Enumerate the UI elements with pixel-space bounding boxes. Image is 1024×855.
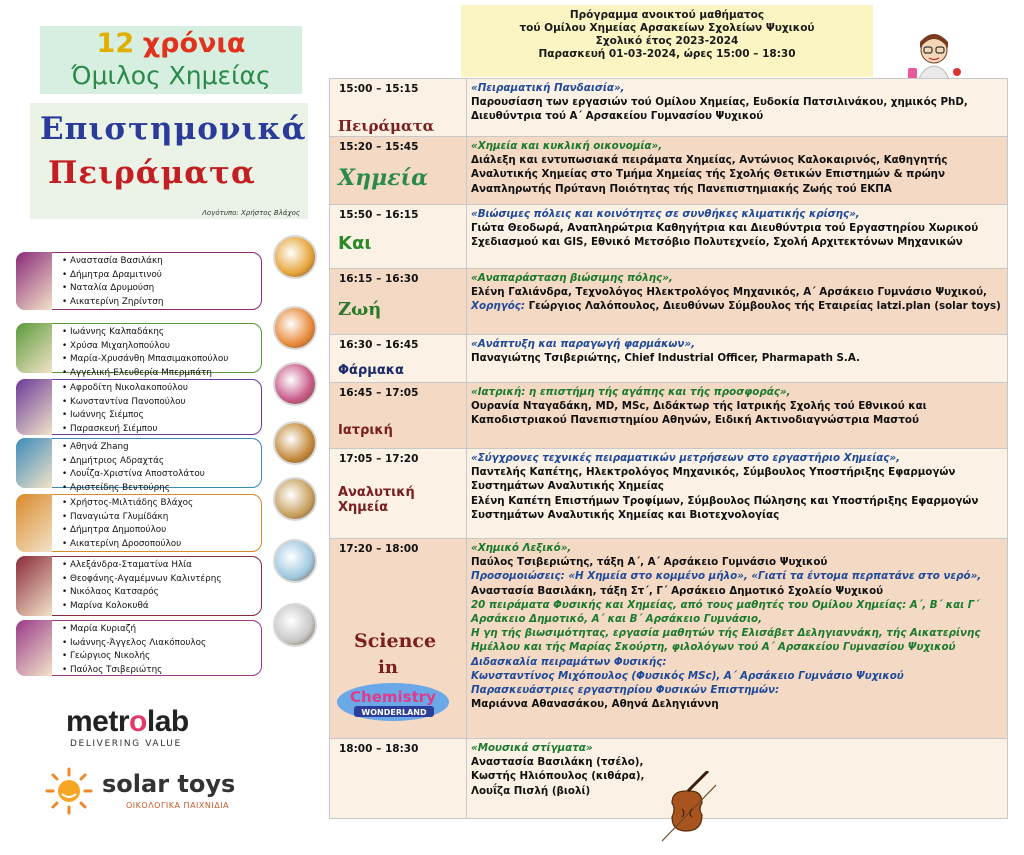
team-box [16, 620, 262, 676]
schedule-row [330, 79, 1008, 137]
team-member: • Μαρία Κυριαζή [62, 623, 261, 637]
description-line: Μαριάννα Αθανασάκου, Αθηνά Δεληγιάννη [471, 698, 719, 711]
team-member: • Ιωάννης-Άγγελος Λιακόπουλος [62, 637, 261, 651]
experiment-photo-icon [273, 362, 317, 406]
banner-line: Σχολικό έτος 2023-2024 [595, 35, 739, 47]
team-member: • Παναγιώτα Γλυμίδάκη [62, 511, 261, 525]
team-member: • Θεοφάνης-Αγαμέμνων Καλιντέρης [62, 573, 261, 587]
team-member: • Παρασκευή Σιέμπου [62, 423, 261, 437]
description-line: Χορηγός: Γεώργιος Λαλόπουλος, Διευθύνων Σύμβουλος τής Εταιρείας latzi.plan (solar toys) [471, 300, 1001, 313]
description-line: Παναγιώτης Τσιβεριώτης, Chief Industrial Officer, Pharmapath S.A. [471, 352, 860, 365]
in-text: in [378, 657, 398, 678]
team-member: • Δημήτριος Αδραχτάς [62, 455, 261, 469]
banner-line: Παρασκευή 01-03-2024, ώρες 15:00 – 18:30 [538, 48, 796, 60]
team-member: • Μαρίνα Κολοκυθά [62, 600, 261, 614]
schedule-time [330, 79, 467, 137]
art-word-2: Πειράματα [48, 155, 256, 191]
experiment-photo-icon [273, 306, 317, 350]
team-member: • Δήμητρα Δημοπούλου [62, 524, 261, 538]
team-member: • Αικατερίνη Ζηρίντση [62, 296, 261, 310]
team-member: • Ιωάννης Καλπαδάκης [62, 326, 261, 340]
description-line: Ημέλλου και τής Μαρίας Σκούρτη, φιλολόγων τού Α΄ Αρσακείου Γυμνασίου Ψυχικού [471, 641, 956, 654]
time-range: 15:00 – 15:15 [339, 83, 419, 95]
description-line: Συστημάτων Αναλυτικής Χημείας και Βιοτεχνολογίας [471, 508, 780, 521]
team-box [16, 556, 262, 616]
team-member: • Αναστασία Βασιλάκη [62, 255, 261, 269]
description-line: Γιώτα Θεοδωρά, Αναπληρώτρια Καθηγήτρια και Διευθύντρια τού Εργαστηρίου Χωρικού [471, 222, 979, 235]
team-box [16, 323, 262, 378]
description-line: Αναστασία Βασιλάκη, τάξη Στ΄, Γ΄ Αρσάκειο Δημοτικό Σχολείο Ψυχικού [471, 584, 884, 597]
schedule-row [330, 205, 1008, 269]
description-line: «Ιατρική: η επιστήμη τής αγάπης και τής προσφοράς», [471, 386, 791, 398]
experiment-photo-icon [273, 477, 317, 521]
experiment-photo-icon [273, 235, 317, 279]
team-photo [16, 252, 52, 310]
schedule-description [467, 205, 1008, 269]
team-member: • Μαρία-Χρυσάνθη Μπασιμακοπούλου [62, 353, 261, 367]
team-photo [16, 620, 52, 676]
description-line: Καποδιστριακού Πανεπιστημίου Αθηνών, Ειδική Ακτινοδιαγνώστρια Μαστού [471, 414, 919, 427]
description-line: «Ανάπτυξη και παραγωγή φαρμάκων», [471, 338, 695, 350]
description-line: Παύλος Τσιβεριώτης, τάξη Α΄, Α΄ Αρσάκειο Γυμνάσιο Ψυχικού [471, 556, 828, 569]
time-range: 18:00 – 18:30 [339, 743, 419, 755]
science-text: Science [354, 630, 437, 652]
solar-tagline: ΟΙΚΟΛΟΓΙΚΑ ΠΑΙΧΝΙΔΙΑ [126, 801, 230, 810]
description-line: «Σύγχρονες τεχνικές πειραματικών μετρήσεων στο εργαστήριο Χημείας», [471, 452, 901, 464]
metrolab-a: metr [66, 705, 130, 738]
description-line: Παντελής Καπέτης, Ηλεκτρολόγος Μηχανικός, Σύμβουλος Υποστήριξης Εφαρμογών [471, 466, 956, 479]
solar-name: solar toys [102, 770, 236, 798]
schedule-description [467, 449, 1008, 539]
description-line: Κωνσταντίνος Μιχόπουλος (Φυσικός MSc), Α΄ Αρσάκειο Γυμνάσιο Ψυχικού [471, 669, 904, 682]
description-line: Διάλεξη και εντυπωσιακά πειράματα Χημείας, Αντώνιος Καλοκαιρινός, Καθηγητής [471, 154, 948, 167]
schedule-time [330, 335, 467, 383]
group-name: Όμιλος Χημείας [71, 61, 271, 90]
metrolab-logo [66, 705, 226, 753]
description-line: Σχεδιασμού και GIS, Εθνικό Μετσόβιο Πολυτεχνείο, Σχολή Αρχιτεκτόνων Μηχανικών [471, 236, 963, 249]
description-line: Αναλυτικής Χημείας στο Τμήμα Χημείας τής Σχολής Θετικών Επιστημών & πρώην [471, 168, 945, 181]
art-word-1: Επιστημονικά [40, 111, 307, 147]
logo-credit: Λογότυπο: Χρήστος Βλάχος [202, 209, 300, 217]
team-photo [16, 494, 52, 552]
experiment-photo-icon [273, 539, 317, 583]
schedule-description [467, 539, 1008, 739]
team-member: • Χρύσα Μιχαηλοπούλου [62, 340, 261, 354]
years-word: χρόνια [142, 28, 246, 59]
schedule-time [330, 383, 467, 449]
metrolab-b: lab [146, 705, 189, 738]
schedule-time [330, 449, 467, 539]
banner-line: Πρόγραμμα ανοικτού μαθήματος [569, 9, 765, 21]
schedule-row [330, 269, 1008, 335]
description-line: Παρουσίαση των εργασιών τού Ομίλου Χημείας, Ευδοκία Πατσιλινάκου, χημικός PhD, [471, 96, 968, 109]
schedule-time [330, 739, 467, 819]
chemistry-wonderland-icon [336, 682, 451, 722]
schedule-description [467, 79, 1008, 137]
team-member: • Λουΐζα-Χριστίνα Αποστολάτου [62, 468, 261, 482]
team-member: • Δήμητρα Δραμιτινού [62, 269, 261, 283]
topic-word: Φάρμακα [338, 363, 404, 378]
description-line: Συστημάτων Αναλυτικής Χημείας [471, 480, 664, 493]
team-member: • Κωνσταντίνα Πανοπούλου [62, 396, 261, 410]
wonderland-word: WONDERLAND [361, 708, 427, 717]
topic-word: Ιατρική [338, 423, 393, 438]
schedule-time [330, 269, 467, 335]
topic-word: Αναλυτική Χημεία [338, 485, 415, 515]
team-member: • Ιωάννης Σιέμπος [62, 409, 261, 423]
time-range: 16:15 – 16:30 [339, 273, 419, 285]
time-range: 15:20 – 15:45 [339, 141, 419, 153]
description-line: Η γη τής βιωσιμότητας, εργασία μαθητών τής Ελισάβετ Δεληγιαννάκη, τής Αικατερίνης [471, 627, 981, 640]
banner-line: τού Ομίλου Χημείας Αρσακείων Σχολείων Ψυχικού [519, 22, 815, 34]
sun-icon [44, 766, 94, 816]
time-range: 16:45 – 17:05 [339, 387, 419, 399]
description-line: Παρασκευάστριες εργαστηρίου Φυσικών Επιστημών: [471, 684, 780, 697]
science-in-chemistry-logo [336, 630, 456, 730]
team-member: • Αριστείδης Βεντούρης [62, 482, 261, 496]
description-line: Διδασκαλία πειραμάτων Φυσικής: [471, 655, 667, 668]
description-line: «Βιώσιμες πόλεις και κοινότητες σε συνθήκες κλιματικής κρίσης», [471, 208, 860, 220]
time-range: 15:50 – 16:15 [339, 209, 419, 221]
team-photo [16, 323, 52, 373]
solar-toys-logo [44, 766, 244, 821]
schedule-description [467, 335, 1008, 383]
violin-icon [658, 771, 718, 843]
schedule-row [330, 137, 1008, 205]
years-number: 12 [96, 28, 135, 59]
experiment-photo-icon [273, 603, 317, 647]
description-line: Λουΐζα Πισλή (βιολί) [471, 784, 591, 797]
description-line: Ελένη Γαλιάνδρα, Τεχνολόγος Ηλεκτρολόγος Μηχανικός, Α΄ Αρσάκειο Γυμνάσιο Ψυχικού, [471, 286, 987, 299]
team-box [16, 379, 262, 435]
team-member: • Ναταλία Δρυμούση [62, 282, 261, 296]
team-member: • Παύλος Τσιβεριώτης [62, 664, 261, 678]
team-member: • Αφροδίτη Νικολακοπούλου [62, 382, 261, 396]
team-box [16, 438, 262, 493]
team-member: • Αγγελική-Ελευθερία Μπερμπάτη [62, 367, 261, 381]
team-member: • Αλεξάνδρα-Σταματίνα Ηλία [62, 559, 261, 573]
description-line: «Πειραματική Πανδαισία», [471, 82, 625, 94]
description-line: Αναπληρωτής Πρύτανη Ποιότητας τής Πανεπιστημιακής Ζωής τού ΕΚΠΑ [471, 182, 892, 195]
schedule-description [467, 269, 1008, 335]
description-line: Ελένη Καπέτη Επιστήμων Τροφίμων, Σύμβουλος Πώλησης και Υποστήριξης Εφαρμογών [471, 494, 979, 507]
team-member: • Αικατερίνη Δροσοπούλου [62, 538, 261, 552]
team-member: • Γεώργιος Νικολής [62, 650, 261, 664]
team-box [16, 494, 262, 552]
chemistry-word: Chemistry [350, 688, 436, 706]
team-photo [16, 556, 52, 616]
description-line: Προσομοιώσεις: «Η Χημεία στο κομμένο μήλο», «Γιατί τα έντομα περπατάνε στο νερό», [471, 570, 982, 583]
experiment-photo-icon [273, 421, 317, 465]
topic-word: Χημεία [338, 165, 429, 191]
description-line: Κωστής Ηλιόπουλος (κιθάρα), [471, 770, 645, 783]
topic-word: Και [338, 233, 372, 254]
schedule-description [467, 739, 1008, 819]
team-photo [16, 438, 52, 488]
metrolab-o: o [129, 705, 147, 738]
description-line: «Χημικό Λεξικό», [471, 542, 572, 554]
metrolab-tagline: DELIVERING VALUE [70, 739, 182, 749]
description-line: Αρσάκειο Δημοτικό, Α΄ και Β΄ Αρσάκειο Γυμνάσιο, [471, 613, 762, 626]
team-member: • Χρήστος-Μιλτιάδης Βλάχος [62, 497, 261, 511]
schedule-row [330, 335, 1008, 383]
team-member: • Αθηνά Zhang [62, 441, 261, 455]
description-line: Διευθύντρια τού Α΄ Αρσακείου Γυμνασίου Ψυχικού [471, 110, 764, 123]
anniversary-title [40, 26, 302, 94]
schedule-description [467, 383, 1008, 449]
time-range: 17:20 – 18:00 [339, 543, 419, 555]
experiments-logo [30, 103, 308, 219]
description-line: «Χημεία και κυκλική οικονομία», [471, 140, 663, 152]
schedule-row [330, 383, 1008, 449]
description-line: Ουρανία Νταγαδάκη, MD, MSc, Διδάκτωρ τής Ιατρικής Σχολής τού Εθνικού και [471, 400, 927, 413]
schedule-description [467, 137, 1008, 205]
time-range: 16:30 – 16:45 [339, 339, 419, 351]
description-line: 20 πειράματα Φυσικής και Χημείας, από τους μαθητές του Ομίλου Χημείας: Α΄, Β΄ και Γ΄ [471, 598, 979, 611]
team-box [16, 252, 262, 310]
schedule-row [330, 449, 1008, 539]
description-line: Αναστασία Βασιλάκη (τσέλο), [471, 756, 644, 769]
schedule-time [330, 137, 467, 205]
topic-word: Πειράματα [338, 117, 435, 135]
schedule-time [330, 205, 467, 269]
time-range: 17:05 – 17:20 [339, 453, 419, 465]
topic-word: Ζωή [338, 299, 382, 320]
description-line: «Αναπαράσταση βιώσιμης πόλης», [471, 272, 673, 284]
team-member: • Νικόλαος Κατσαρός [62, 586, 261, 600]
description-line: «Μουσικά στίγματα» [471, 742, 593, 754]
team-photo [16, 379, 52, 435]
program-banner [461, 5, 873, 77]
